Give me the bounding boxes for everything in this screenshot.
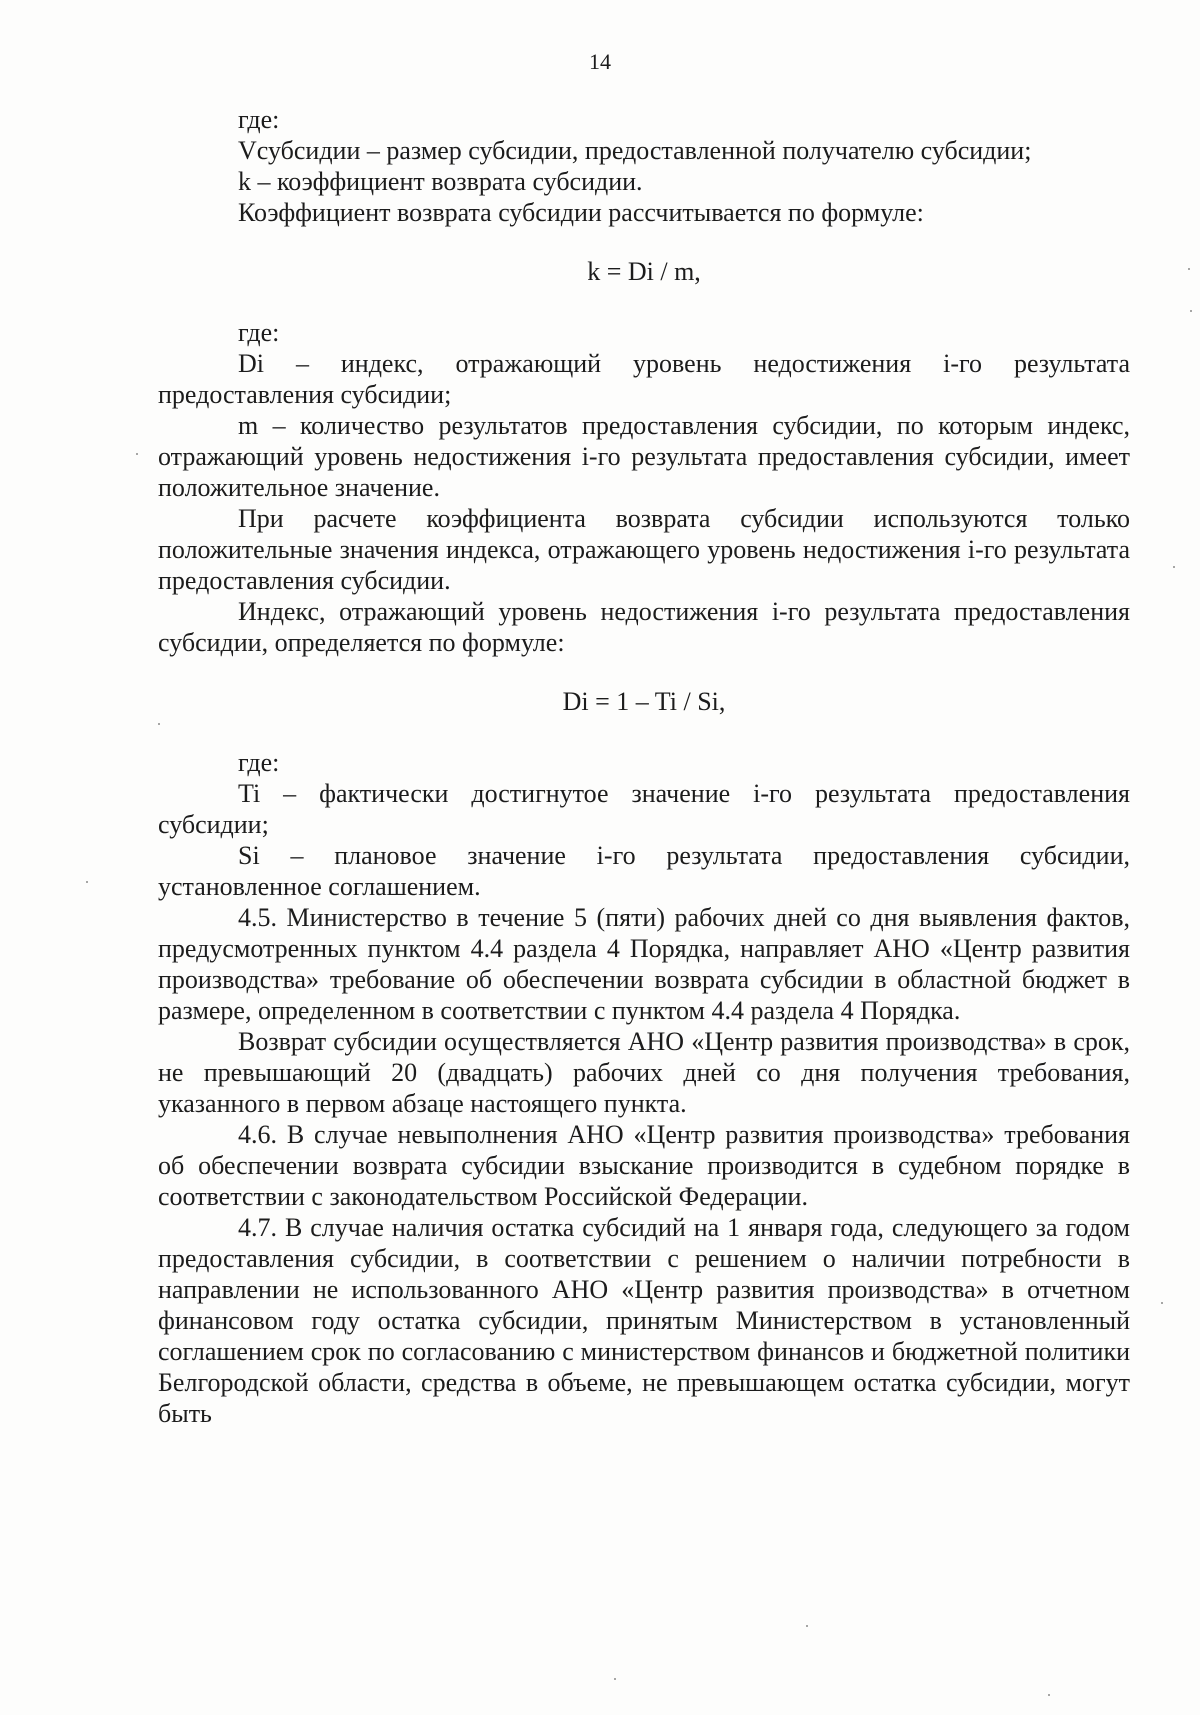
formula-k: k = Di / m, bbox=[587, 257, 701, 286]
paragraph-si-definition: Si – плановое значение i-го результата предоставления субсидии, установленное соглашением. bbox=[158, 841, 1130, 901]
paragraph-clause-4-7: 4.7. В случае наличия остатка субсидий на 1 января года, следующего за годом предоставления субсидии, в соответствии с решением о наличии потребности в направлении не использованного АНО «Центр развития производства» в отчетном финансовом году остатка субсидии, принятым Министерством в установленный соглашением срок по согласованию с министерством финансов и бюджетной политики Белгородской области, средства в объеме, не превышающем остатка субсидии, могут быть bbox=[158, 1213, 1130, 1428]
paragraph-k-definition: k – коэффициент возврата субсидии. bbox=[238, 167, 643, 196]
scan-speck bbox=[86, 881, 88, 883]
page-number: 14 bbox=[589, 49, 611, 74]
scan-speck bbox=[614, 1678, 616, 1680]
formula-di: Di = 1 – Ti / Si, bbox=[562, 687, 726, 716]
paragraph-positive-values: При расчете коэффициента возврата субсидии используются только положительные значения индекса, отражающего уровень недостижения i-го результата предоставления субсидии. bbox=[158, 504, 1130, 595]
paragraph-where-3: где: bbox=[238, 748, 280, 777]
paragraph-return-terms: Возврат субсидии осуществляется АНО «Центр развития производства» в срок, не превышающий 20 (двадцать) рабочих дней со дня получения требования, указанного в первом абзаце настоящего пункта. bbox=[158, 1027, 1130, 1118]
paragraph-coefficient-intro: Коэффициент возврата субсидии рассчитывается по формуле: bbox=[238, 198, 924, 227]
scan-speck bbox=[806, 1625, 808, 1627]
paragraph-clause-4-6: 4.6. В случае невыполнения АНО «Центр развития производства» требования об обеспечении возврата субсидии взыскание производится в судебном порядке в соответствии с законодательством Российской Федерации. bbox=[158, 1120, 1130, 1211]
document-body bbox=[158, 104, 1130, 1429]
scan-speck bbox=[1188, 268, 1190, 270]
paragraph-v-subsidy-definition: Vсубсидии – размер субсидии, предоставленной получателю субсидии; bbox=[238, 136, 1032, 165]
scan-speck bbox=[1190, 310, 1192, 312]
scan-speck bbox=[1048, 1694, 1050, 1696]
scan-speck bbox=[1173, 566, 1175, 568]
scan-speck bbox=[1161, 1302, 1163, 1304]
paragraph-m-definition: m – количество результатов предоставления субсидии, по которым индекс, отражающий уровень недостижения i-го результата предоставления субсидии, имеет положительное значение. bbox=[158, 411, 1130, 502]
paragraph-di-definition: Di – индекс, отражающий уровень недостижения i-го результата предоставления субсидии; bbox=[158, 349, 1130, 409]
paragraph-where-1: где: bbox=[238, 105, 280, 134]
paragraph-clause-4-5: 4.5. Министерство в течение 5 (пяти) рабочих дней со дня выявления фактов, предусмотренных пунктом 4.4 раздела 4 Порядка, направляет АНО «Центр развития производства» требование об обеспечении возврата субсидии в областной бюджет в размере, определенном в соответствии с пунктом 4.4 раздела 4 Порядка. bbox=[158, 903, 1130, 1025]
paragraph-index-intro: Индекс, отражающий уровень недостижения i-го результата предоставления субсидии, определяется по формуле: bbox=[158, 597, 1130, 657]
paragraph-where-2: где: bbox=[238, 318, 280, 347]
paragraph-ti-definition: Ti – фактически достигнутое значение i-го результата предоставления субсидии; bbox=[158, 779, 1130, 839]
scan-speck bbox=[158, 723, 160, 725]
scan-speck bbox=[136, 453, 138, 455]
